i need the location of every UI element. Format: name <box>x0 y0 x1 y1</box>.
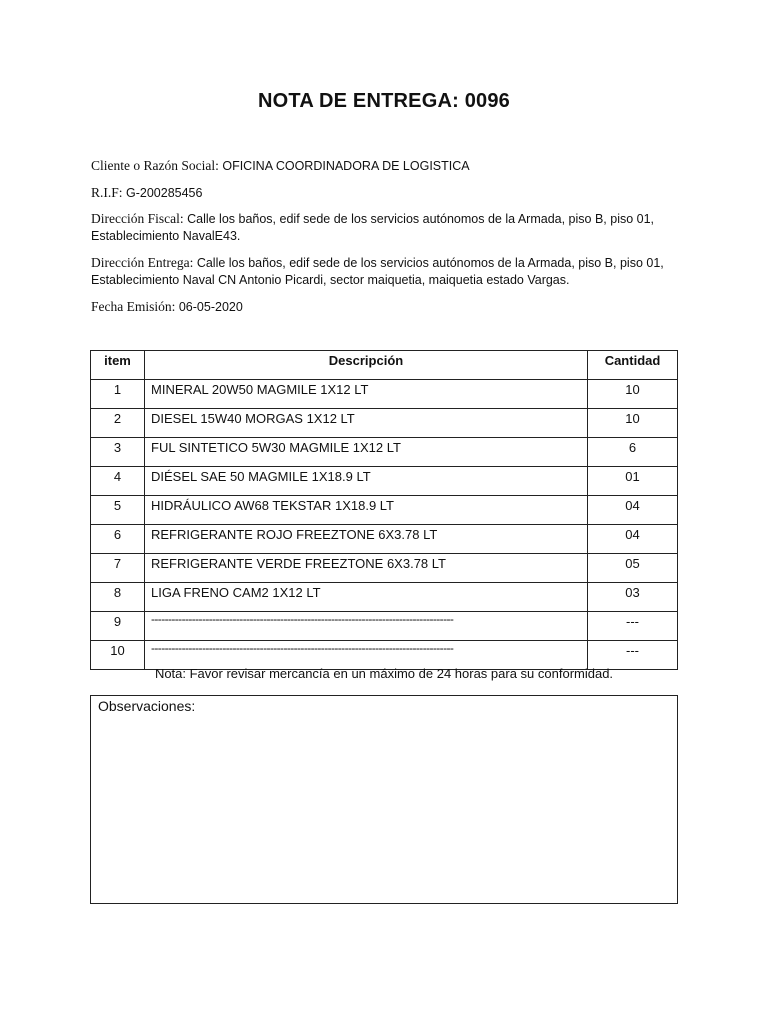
rif-field <box>91 184 681 202</box>
nota-text: Nota: Favor revisar mercancía en un máximo de 24 horas para su conformidad. <box>154 666 614 681</box>
fecha-emision-field <box>91 298 681 316</box>
item-quantity-cell: 10 <box>588 380 678 409</box>
cliente-label: Cliente o Razón Social: <box>91 158 219 173</box>
item-quantity-cell: 04 <box>588 496 678 525</box>
table-row <box>91 554 678 583</box>
observaciones-label: Observaciones: <box>98 698 196 714</box>
item-number-cell: 8 <box>91 583 145 612</box>
item-description-cell: HIDRÁULICO AW68 TEKSTAR 1X18.9 LT <box>145 496 588 525</box>
item-quantity-cell: --- <box>588 641 678 670</box>
item-number-cell: 6 <box>91 525 145 554</box>
table-row <box>91 496 678 525</box>
page-title: NOTA DE ENTREGA: 0096 <box>257 90 511 112</box>
item-description-cell: ----------------------------------------------------------------------------------------- <box>145 612 588 641</box>
header-item: item <box>91 351 145 380</box>
item-quantity-cell: 03 <box>588 583 678 612</box>
direccion-fiscal-field <box>91 210 681 245</box>
table-row <box>91 612 678 641</box>
item-quantity-cell: 01 <box>588 467 678 496</box>
item-quantity-cell: 10 <box>588 409 678 438</box>
table-row <box>91 409 678 438</box>
item-description-cell: DIESEL 15W40 MORGAS 1X12 LT <box>145 409 588 438</box>
item-number-cell: 9 <box>91 612 145 641</box>
rif-label: R.I.F: <box>91 185 123 200</box>
table-row <box>91 583 678 612</box>
item-description-cell: DIÉSEL SAE 50 MAGMILE 1X18.9 LT <box>145 467 588 496</box>
rif-value: G-200285456 <box>126 186 203 200</box>
table-row <box>91 438 678 467</box>
direccion-fiscal-value: Calle los baños, edif sede de los servicios autónomos de la Armada, piso B, piso 01, Establecimiento NavalE43. <box>91 212 655 243</box>
item-quantity-cell: 04 <box>588 525 678 554</box>
item-number-cell: 10 <box>91 641 145 670</box>
item-description-cell: REFRIGERANTE VERDE FREEZTONE 6X3.78 LT <box>145 554 588 583</box>
table-row <box>91 467 678 496</box>
items-table <box>90 350 678 670</box>
cliente-value: OFICINA COORDINADORA DE LOGISTICA <box>222 159 470 173</box>
header-cantidad: Cantidad <box>588 351 678 380</box>
direccion-entrega-value: Calle los baños, edif sede de los servicios autónomos de la Armada, piso B, piso 01, Establecimiento Naval CN Antonio Picardi, sector maiquetia, maiquetia estado Vargas. <box>91 256 664 287</box>
table-row <box>91 525 678 554</box>
item-number-cell: 1 <box>91 380 145 409</box>
item-quantity-cell: 6 <box>588 438 678 467</box>
cliente-field <box>91 157 681 175</box>
fecha-emision-value: 06-05-2020 <box>178 300 243 314</box>
item-number-cell: 2 <box>91 409 145 438</box>
observaciones-box <box>90 695 678 904</box>
item-number-cell: 3 <box>91 438 145 467</box>
header-descripcion: Descripción <box>145 351 588 380</box>
item-number-cell: 4 <box>91 467 145 496</box>
table-row <box>91 380 678 409</box>
item-number-cell: 5 <box>91 496 145 525</box>
item-description-cell: LIGA FRENO CAM2 1X12 LT <box>145 583 588 612</box>
direccion-entrega-label: Dirección Entrega: <box>91 255 194 270</box>
direccion-fiscal-label: Dirección Fiscal: <box>91 211 184 226</box>
items-table-body <box>91 380 678 670</box>
direccion-entrega-field <box>91 254 681 289</box>
item-description-cell: FUL SINTETICO 5W30 MAGMILE 1X12 LT <box>145 438 588 467</box>
item-description-cell: REFRIGERANTE ROJO FREEZTONE 6X3.78 LT <box>145 525 588 554</box>
fecha-emision-label: Fecha Emisión: <box>91 299 176 314</box>
item-description-cell: MINERAL 20W50 MAGMILE 1X12 LT <box>145 380 588 409</box>
item-description-cell: ----------------------------------------------------------------------------------------- <box>145 641 588 670</box>
item-quantity-cell: --- <box>588 612 678 641</box>
item-number-cell: 7 <box>91 554 145 583</box>
item-quantity-cell: 05 <box>588 554 678 583</box>
table-header-row <box>91 351 678 380</box>
